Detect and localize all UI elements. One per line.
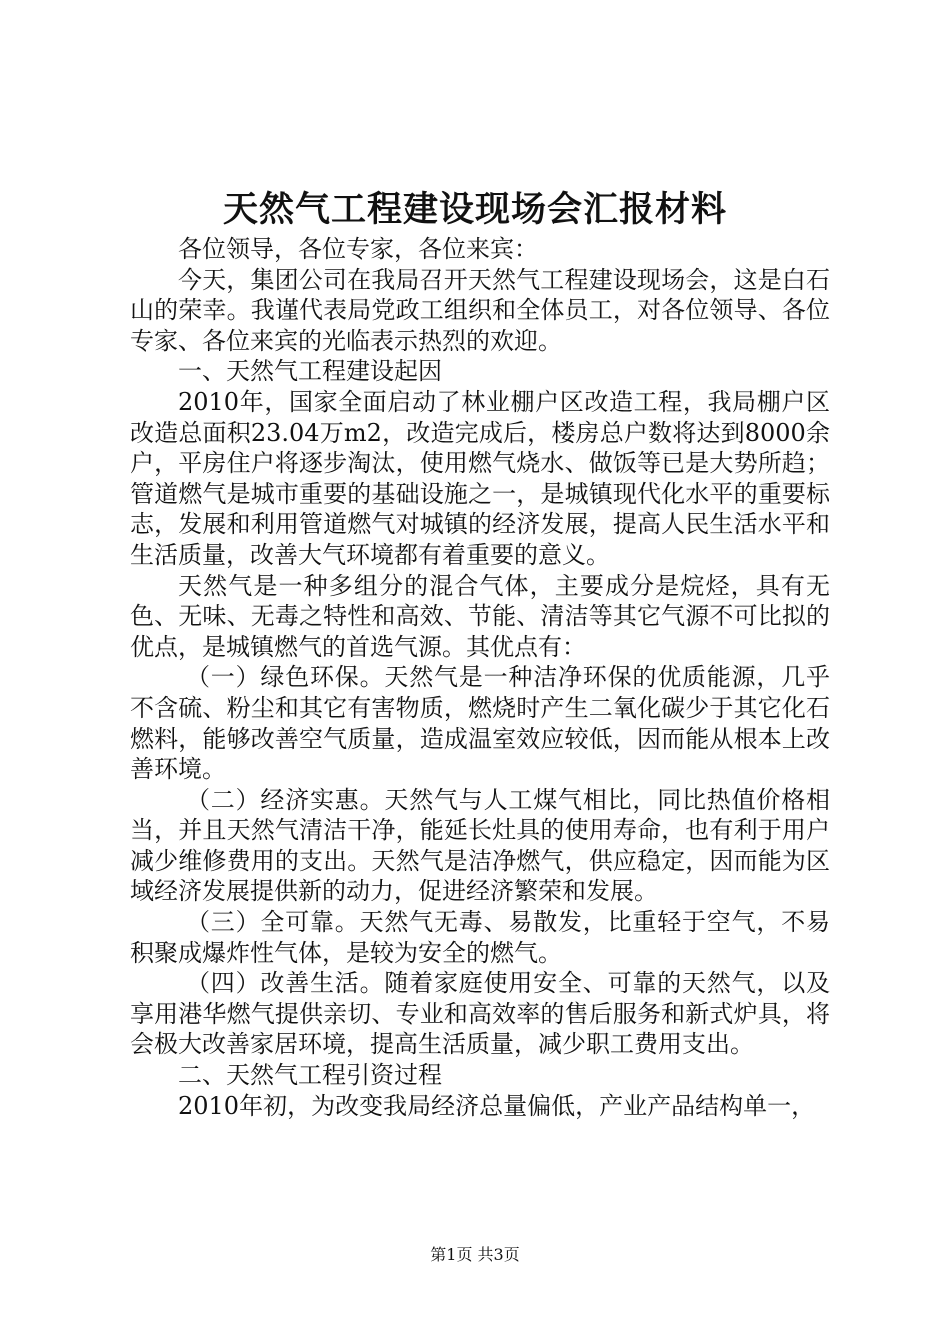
document-body [130, 234, 830, 1121]
list-item-paragraph: （二）经济实惠。天然气与人工煤气相比，同比热值价格相当，并且天然气清洁干净，能延长灶具的使用寿命，也有利于用户减少维修费用的支出。天然气是洁净燃气，供应稳定，因而能为区域经济发展提供新的动力，促进经济繁荣和发展。 [130, 785, 830, 906]
welcome-paragraph: 今天，集团公司在我局召开天然气工程建设现场会，这是白石山的荣幸。我谨代表局党政工组织和全体员工，对各位领导、各位专家、各位来宾的光临表示热烈的欢迎。 [130, 265, 830, 355]
page-footer: 第1页 共3页 [430, 1245, 520, 1264]
body-paragraph: 2010年初，为改变我局经济总量偏低，产业产品结构单一， [178, 1091, 816, 1120]
list-item-paragraph: （四）改善生活。随着家庭使用安全、可靠的天然气，以及享用港华燃气提供亲切、专业和高效率的售后服务和新式炉具，将会极大改善家居环境，提高生活质量，减少职工费用支出。 [130, 969, 830, 1059]
body-paragraph: 天然气是一种多组分的混合气体，主要成分是烷烃，具有无色、无味、无毒之特性和高效、节能、清洁等其它气源不可比拟的优点，是城镇燃气的首选气源。其优点有： [130, 571, 830, 661]
section-heading-1: 一、天然气工程建设起因 [178, 357, 442, 386]
section-heading-2: 二、天然气工程引资过程 [178, 1061, 442, 1090]
body-paragraph: 2010年，国家全面启动了林业棚户区改造工程，我局棚户区改造总面积23.04万m2，改造完成后，楼房总户数将达到8000余户，平房住户将逐步淘汰，使用燃气烧水、做饭等已是大势所趋；管道燃气是城市重要的基础设施之一，是城镇现代化水平的重要标志，发展和利用管道燃气对城镇的经济发展，提高人民生活水平和生活质量，改善大气环境都有着重要的意义。 [130, 387, 830, 569]
list-item-paragraph: （一）绿色环保。天然气是一种洁净环保的优质能源，几乎不含硫、粉尘和其它有害物质，燃烧时产生二氧化碳少于其它化石燃料，能够改善空气质量，造成温室效应较低，因而能从根本上改善环境。 [130, 663, 830, 784]
list-item-paragraph: （三）全可靠。天然气无毒、易散发，比重轻于空气，不易积聚成爆炸性气体，是较为安全的燃气。 [130, 908, 830, 967]
document-title: 天然气工程建设现场会汇报材料 [222, 189, 727, 230]
salutation-paragraph: 各位领导，各位专家，各位来宾： [178, 235, 538, 263]
